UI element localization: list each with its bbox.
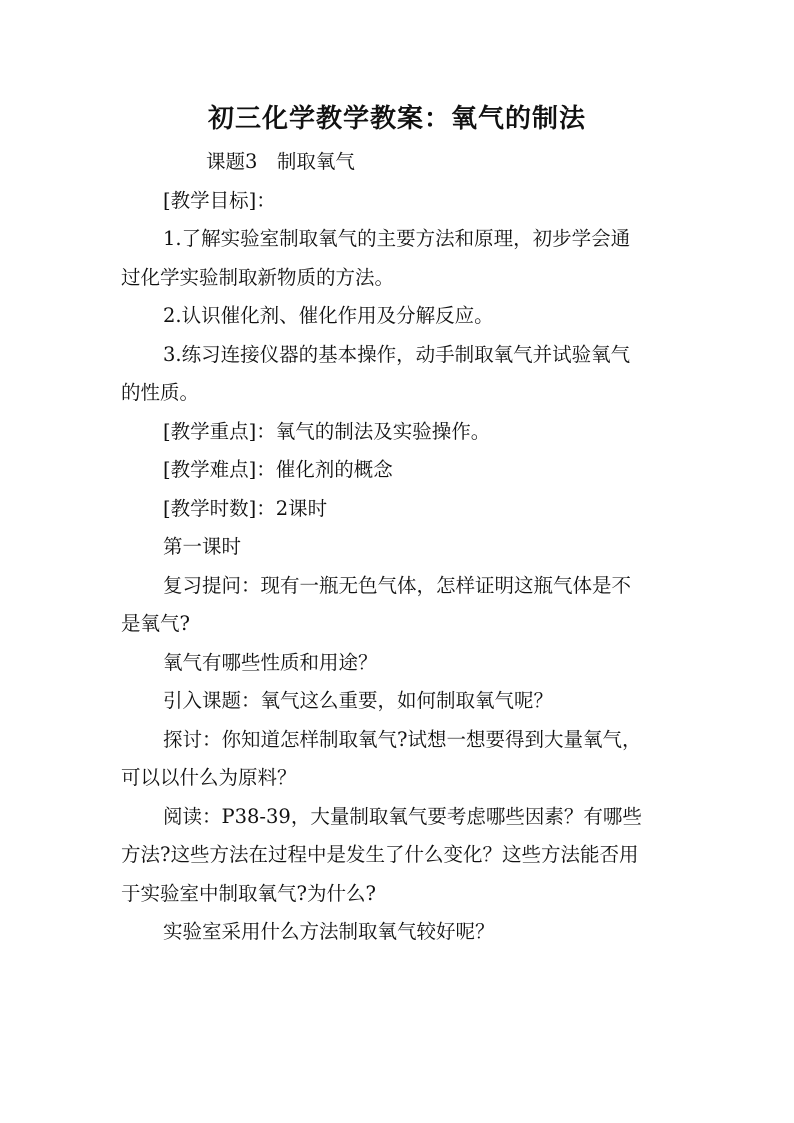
document-title: 初三化学教学教案：氧气的制法 bbox=[207, 104, 586, 134]
paragraph-line: 阅读：P38-39，大量制取氧气要考虑哪些因素？有哪些 bbox=[163, 804, 642, 828]
paragraph-line: 氧气有哪些性质和用途？ bbox=[163, 650, 378, 674]
paragraph-line: 的性质。 bbox=[121, 381, 200, 404]
paragraph-line: 于实验室中制取氧气?为什么? bbox=[121, 881, 376, 905]
paragraph-line: 2.认识催化剂、催化作用及分解反应。 bbox=[163, 304, 494, 327]
paragraph-line: [教学难点]：催化剂的概念 bbox=[163, 458, 393, 481]
paragraph-line: 第一课时 bbox=[163, 535, 242, 558]
paragraph-line: [教学时数]：2课时 bbox=[163, 496, 328, 520]
document-body bbox=[121, 143, 679, 952]
paragraph-line: 3.练习连接仪器的基本操作，动手制取氧气并试验氧气 bbox=[163, 342, 631, 366]
paragraph-line: 探讨：你知道怎样制取氧气?试想一想要得到大量氧气， bbox=[163, 727, 642, 751]
paragraph-line: 复习提问：现有一瓶无色气体，怎样证明这瓶气体是不 bbox=[163, 573, 632, 597]
paragraph-line: [教学重点]：氧气的制法及实验操作。 bbox=[163, 419, 491, 443]
paragraph-line: 实验室采用什么方法制取氧气较好呢？ bbox=[163, 920, 495, 943]
paragraph-line: 是氧气? bbox=[121, 612, 190, 635]
paragraph-line: 1.了解实验室制取氧气的主要方法和原理，初步学会通 bbox=[163, 227, 631, 250]
paragraph-line: 方法?这些方法在过程中是发生了什么变化？这些方法能否用 bbox=[121, 843, 639, 866]
paragraph-line: 可以以什么为原料？ bbox=[121, 766, 297, 789]
paragraph-line: 过化学实验制取新物质的方法。 bbox=[121, 265, 395, 289]
paragraph-line: 引入课题：氧气这么重要，如何制取氧气呢？ bbox=[163, 689, 554, 712]
lesson-subtitle: 课题3 制取氧气 bbox=[206, 150, 355, 173]
paragraph-line: [教学目标]： bbox=[163, 188, 276, 212]
